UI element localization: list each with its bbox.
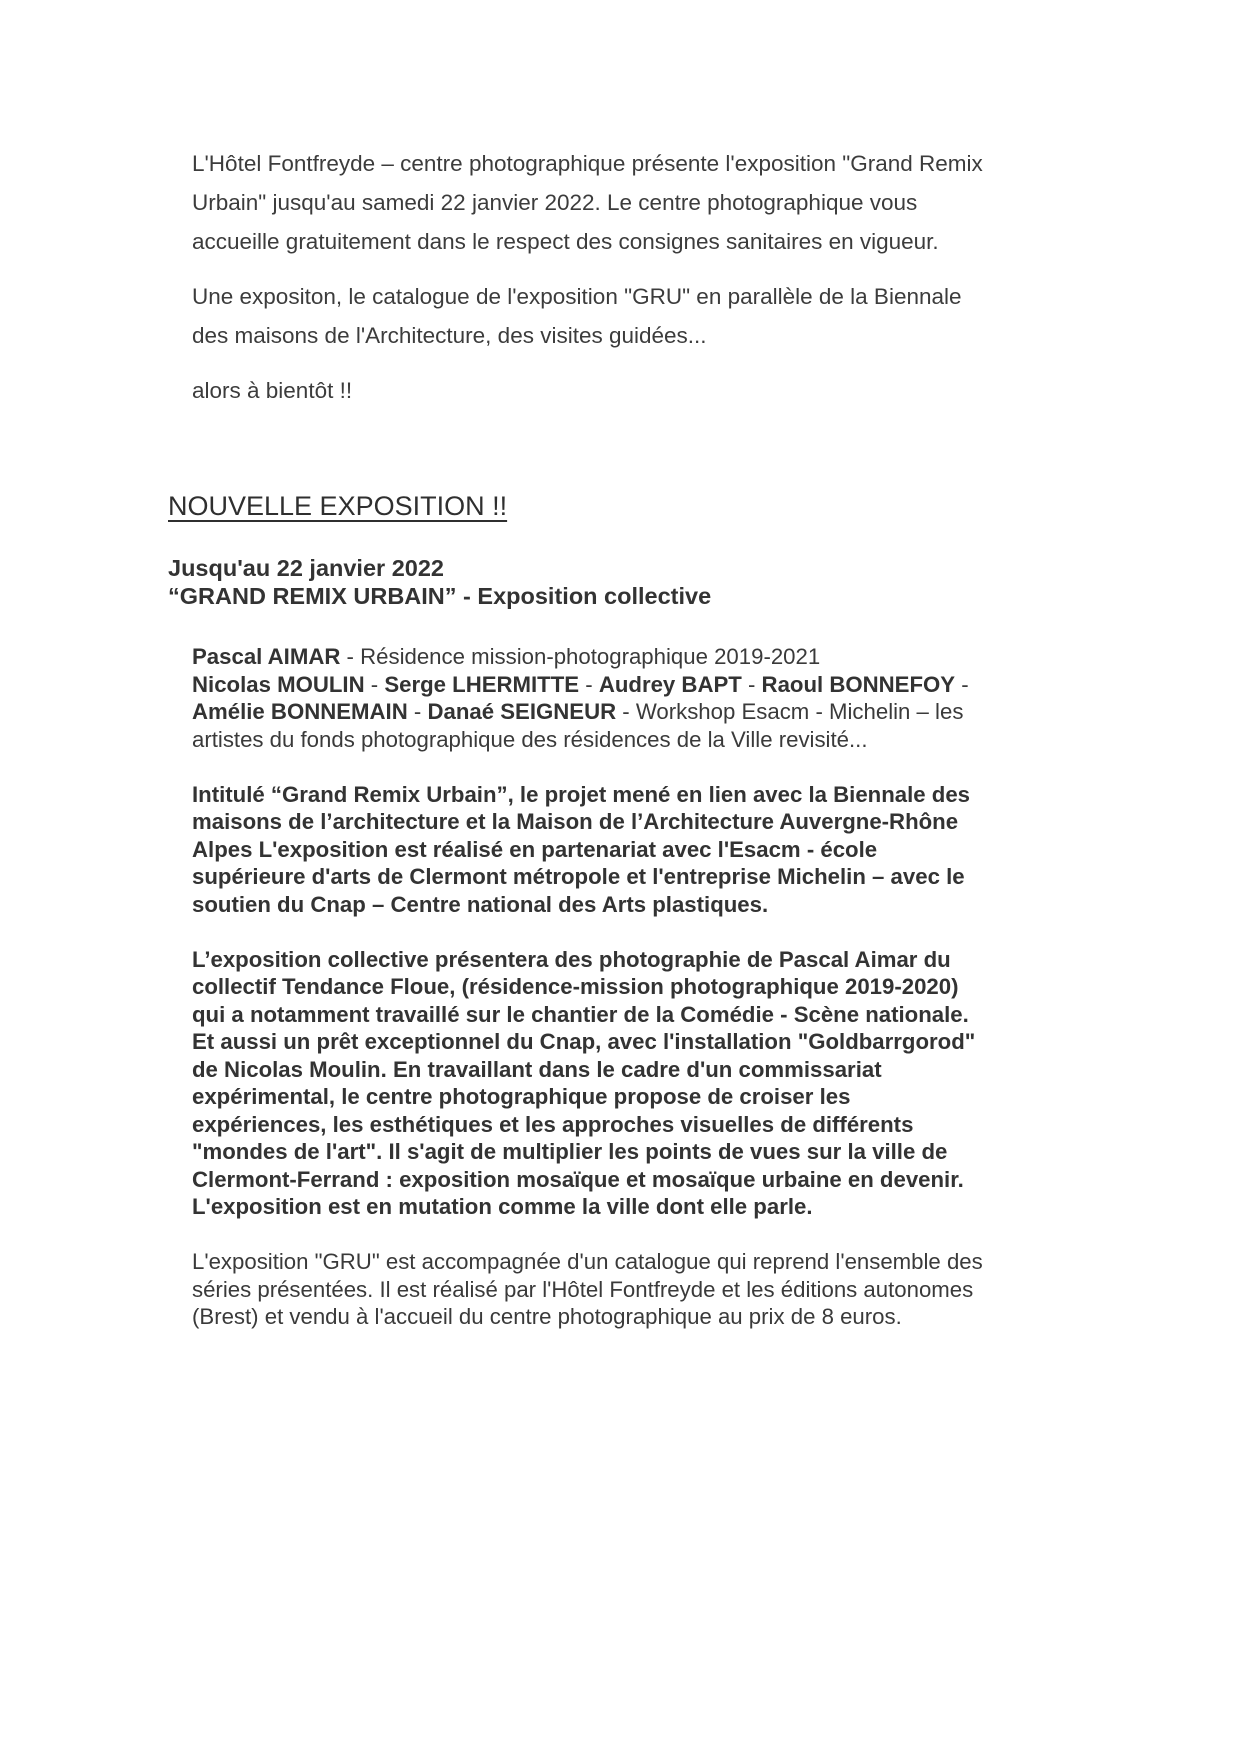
exhibition-title-line: “GRAND REMIX URBAIN” - Exposition collective [168, 583, 712, 609]
artists-line [192, 698, 1072, 726]
description-line: qui a notamment travaillé sur le chantier de la Comédie - Scène nationale. [192, 1001, 969, 1027]
intro-paragraph-1 [192, 144, 1092, 261]
intro-p1-line: accueille gratuitement dans le respect des consignes sanitaires en vigueur. [192, 229, 939, 254]
description-line: expérimental, le centre photographique propose de croiser les [192, 1084, 851, 1109]
artist-detail: - Résidence mission-photographique 2019-2021 [340, 644, 821, 669]
intro-section [192, 144, 1092, 426]
intro-paragraph-2 [192, 277, 1092, 355]
catalogue-line: séries présentées. Il est réalisé par l'Hôtel Fontfreyde et les éditions autonomes [192, 1276, 974, 1302]
description-line: Clermont-Ferrand : exposition mosaïque et mosaïque urbaine en devenir. [192, 1166, 964, 1192]
separator: - [741, 671, 762, 697]
artist-name: Raoul BONNEFOY [761, 671, 956, 697]
artists-paragraph [192, 643, 1072, 753]
artists-line [192, 643, 1072, 671]
separator: - [407, 699, 428, 724]
exhibition-dates [168, 554, 711, 610]
catalogue-line: (Brest) et vendu à l'accueil du centre photographique au prix de 8 euros. [192, 1304, 902, 1329]
artist-name: Pascal AIMAR [192, 644, 341, 669]
intro-p2-line: Une expositon, le catalogue de l'exposition "GRU" en parallèle de la Biennale [192, 284, 962, 309]
description-line: Et aussi un prêt exceptionnel du Cnap, avec l'installation "Goldbarrgorod" [192, 1029, 976, 1054]
description-line: L'exposition est en mutation comme la ville dont elle parle. [192, 1194, 813, 1219]
separator: - [579, 671, 599, 697]
description-line: L’exposition collective présentera des photographie de Pascal Aimar du [192, 946, 951, 972]
artist-name: Danaé SEIGNEUR [427, 699, 617, 724]
artist-detail: - Workshop Esacm - Michelin – les [616, 699, 964, 724]
catalogue-line: L'exposition "GRU" est accompagnée d'un catalogue qui reprend l'ensemble des [192, 1249, 983, 1274]
artist-name: Amélie BONNEMAIN [192, 699, 408, 724]
intro-paragraph-3: alors à bientôt !! [192, 378, 353, 403]
separator: - [364, 671, 385, 697]
intro-p1-line: L'Hôtel Fontfreyde – centre photographique présente l'exposition "Grand Remix [192, 151, 983, 176]
description-paragraph [192, 946, 1072, 1221]
section-headline: NOUVELLE EXPOSITION !! [168, 491, 508, 521]
artist-name: Audrey BAPT [598, 671, 742, 697]
artists-line: artistes du fonds photographique des résidences de la Ville revisité... [192, 726, 868, 752]
artists-line [192, 671, 1072, 699]
separator: - [955, 671, 969, 697]
catalogue-paragraph [192, 1248, 1072, 1331]
description-line: "mondes de l'art". Il s'agit de multiplier les points de vues sur la ville de [192, 1139, 948, 1164]
description-line: de Nicolas Moulin. En travaillant dans le cadre d'un commissariat [192, 1056, 882, 1082]
project-line: Intitulé “Grand Remix Urbain”, le projet mené en lien avec la Biennale des [192, 781, 971, 807]
description-line: collectif Tendance Floue, (résidence-mission photographique 2019-2020) [192, 974, 959, 999]
project-line: maisons de l’architecture et la Maison de l’Architecture Auvergne-Rhône [192, 809, 959, 834]
intro-p1-line: Urbain" jusqu'au samedi 22 janvier 2022. Le centre photographique vous [192, 190, 918, 215]
exhibition-date-line: Jusqu'au 22 janvier 2022 [168, 555, 444, 581]
intro-p2-line: des maisons de l'Architecture, des visites guidées... [192, 323, 707, 348]
artist-name: Nicolas MOULIN [192, 671, 365, 697]
project-line: Alpes L'exposition est réalisé en partenariat avec l'Esacm - école [192, 836, 878, 862]
exhibition-body [192, 643, 1072, 1358]
artist-name: Serge LHERMITTE [384, 671, 580, 697]
description-line: expériences, les esthétiques et les approches visuelles de différents [192, 1111, 914, 1137]
project-line: soutien du Cnap – Centre national des Arts plastiques. [192, 891, 769, 917]
project-paragraph [192, 781, 1072, 919]
project-line: supérieure d'arts de Clermont métropole et l'entreprise Michelin – avec le [192, 864, 965, 889]
